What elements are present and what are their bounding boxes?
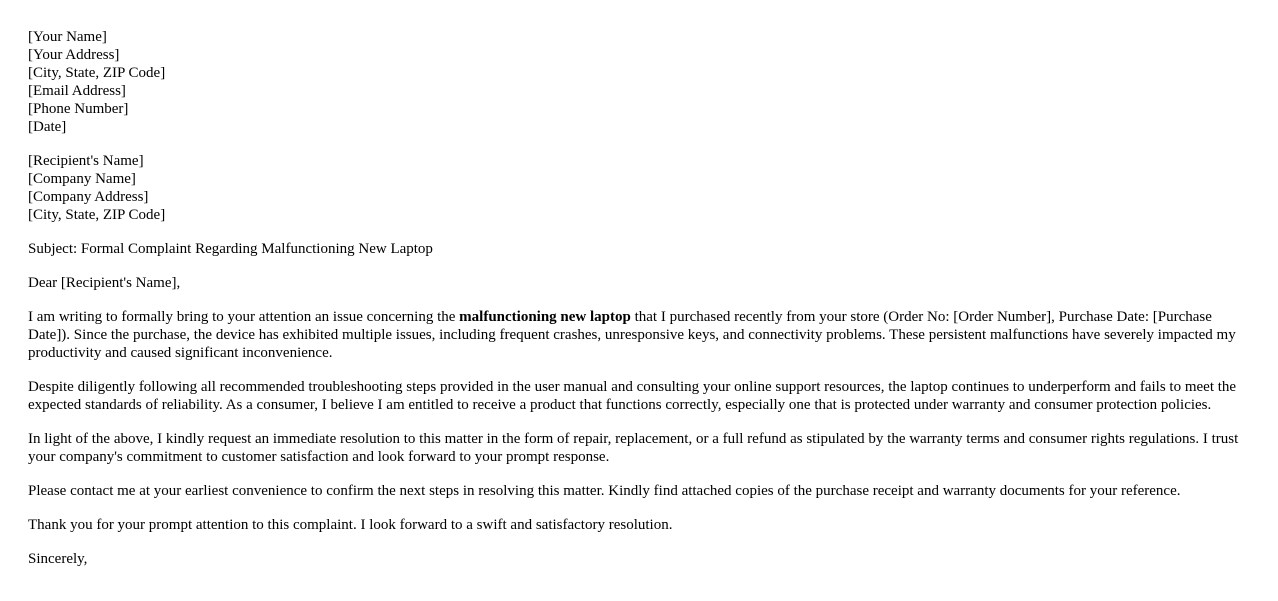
complaint-letter [28, 28, 1250, 584]
body-paragraph-1-emphasis: malfunctioning new laptop [459, 309, 631, 325]
sender-phone: [Phone Number] [28, 101, 129, 117]
recipient-address-block [28, 152, 1250, 224]
closing: Sincerely, [28, 551, 88, 567]
sender-email: [Email Address] [28, 83, 126, 99]
recipient-city-state-zip: [City, State, ZIP Code] [28, 207, 166, 223]
body-paragraph-1 [28, 308, 1250, 362]
sender-address: [Your Address] [28, 47, 120, 63]
body-paragraph-1-rest: that I purchased recently from your store (Order No: [Order Number], Purchase Date: [Purchase Date]). Since the purchase, the device has exhibited multiple issues, including frequent crashes, unresponsive keys, and connectivity problems. These persistent malfunctions have severely impacted my productivity and caused significant inconvenience. [28, 309, 1236, 361]
body-paragraph-1-intro: I am writing to formally bring to your attention an issue concerning the [28, 309, 460, 325]
body-paragraph-5: Thank you for your prompt attention to this complaint. I look forward to a swift and satisfactory resolution. [28, 517, 673, 533]
recipient-company: [Company Name] [28, 171, 136, 187]
salutation: Dear [Recipient's Name], [28, 275, 181, 291]
letter-date: [Date] [28, 119, 67, 135]
body-paragraph-3: In light of the above, I kindly request an immediate resolution to this matter in the form of repair, replacement, or a full refund as stipulated by the warranty terms and consumer rights regulations. I trust your company's commitment to customer satisfaction and look forward to your prompt response. [28, 431, 1239, 465]
recipient-name: [Recipient's Name] [28, 153, 144, 169]
body-paragraph-2: Despite diligently following all recommended troubleshooting steps provided in the user manual and consulting your online support resources, the laptop continues to underperform and fails to meet the expected standards of reliability. As a consumer, I believe I am entitled to receive a product that functions correctly, especially one that is protected under warranty and consumer protection policies. [28, 379, 1237, 413]
sender-address-block [28, 28, 1250, 136]
sender-city-state-zip: [City, State, ZIP Code] [28, 65, 166, 81]
subject-line: Subject: Formal Complaint Regarding Malfunctioning New Laptop [28, 241, 433, 257]
recipient-company-address: [Company Address] [28, 189, 149, 205]
body-paragraph-4: Please contact me at your earliest convenience to confirm the next steps in resolving this matter. Kindly find attached copies of the purchase receipt and warranty documents for your reference. [28, 483, 1181, 499]
sender-name: [Your Name] [28, 29, 107, 45]
